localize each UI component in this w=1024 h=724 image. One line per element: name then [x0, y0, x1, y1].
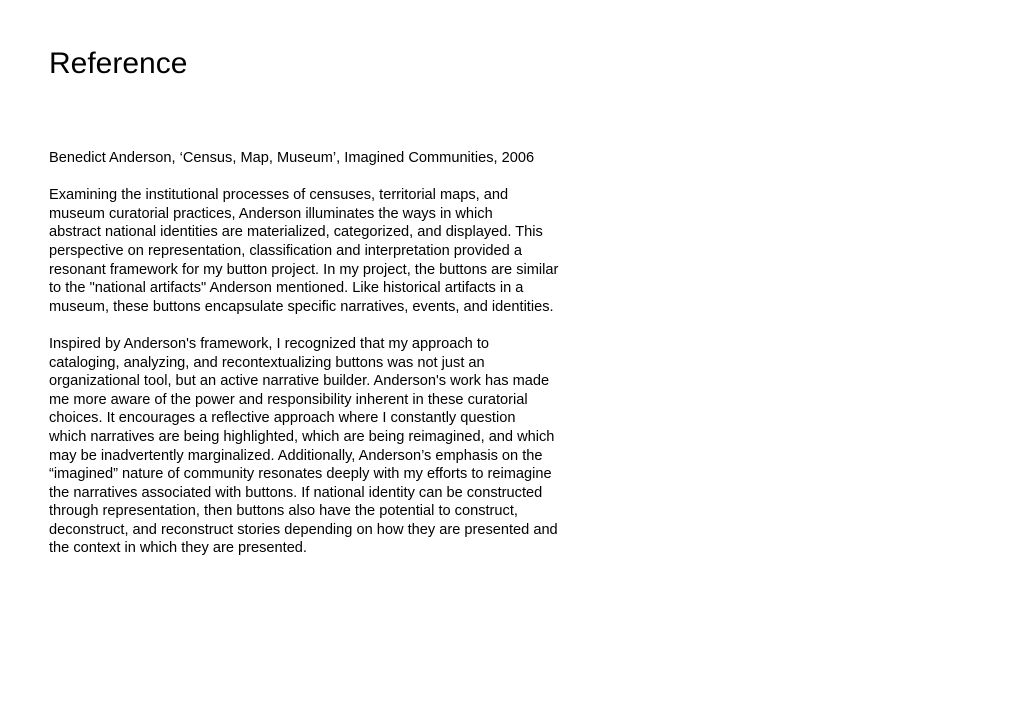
paragraph-line: perspective on representation, classification and interpretation provided a — [49, 242, 522, 259]
paragraph-line: to the "national artifacts" Anderson mentioned. Like historical artifacts in a — [49, 280, 524, 297]
citation: Benedict Anderson, ‘Census, Map, Museum’, Imagined Communities, 2006 — [49, 150, 535, 166]
paragraph-line: may be inadvertently marginalized. Additionally, Anderson’s emphasis on the — [49, 447, 543, 464]
paragraph-line: me more aware of the power and responsibility inherent in these curatorial — [49, 391, 528, 408]
paragraph-line: cataloging, analyzing, and recontextualizing buttons was not just an — [49, 354, 485, 371]
paragraph-line: which narratives are being highlighted, which are being reimagined, and which — [49, 428, 555, 445]
paragraph-line: through representation, then buttons also have the potential to construct, — [49, 503, 518, 520]
paragraph-line: resonant framework for my button project. In my project, the buttons are similar — [49, 261, 559, 278]
reference-body — [49, 149, 609, 577]
paragraph-line: the context in which they are presented. — [49, 540, 307, 557]
paragraph-line: the narratives associated with buttons. If national identity can be constructed — [49, 484, 543, 501]
paragraph-line: museum, these buttons encapsulate specific narratives, events, and identities. — [49, 298, 554, 315]
page-title: Reference — [49, 47, 188, 80]
paragraph-1 — [49, 186, 609, 316]
paragraph-line: deconstruct, and reconstruct stories depending on how they are presented and — [49, 521, 558, 538]
paragraph-2 — [49, 335, 609, 558]
paragraph-line: Examining the institutional processes of censuses, territorial maps, and — [49, 187, 509, 204]
paragraph-line: museum curatorial practices, Anderson illuminates the ways in which — [49, 205, 493, 222]
paragraph-line: Inspired by Anderson's framework, I recognized that my approach to — [49, 335, 490, 352]
paragraph-line: choices. It encourages a reflective approach where I constantly question — [49, 410, 516, 427]
paragraph-line: abstract national identities are materialized, categorized, and displayed. This — [49, 224, 543, 241]
paragraph-line: organizational tool, but an active narrative builder. Anderson's work has made — [49, 373, 550, 390]
paragraph-line: “imagined” nature of community resonates deeply with my efforts to reimagine — [49, 466, 552, 483]
